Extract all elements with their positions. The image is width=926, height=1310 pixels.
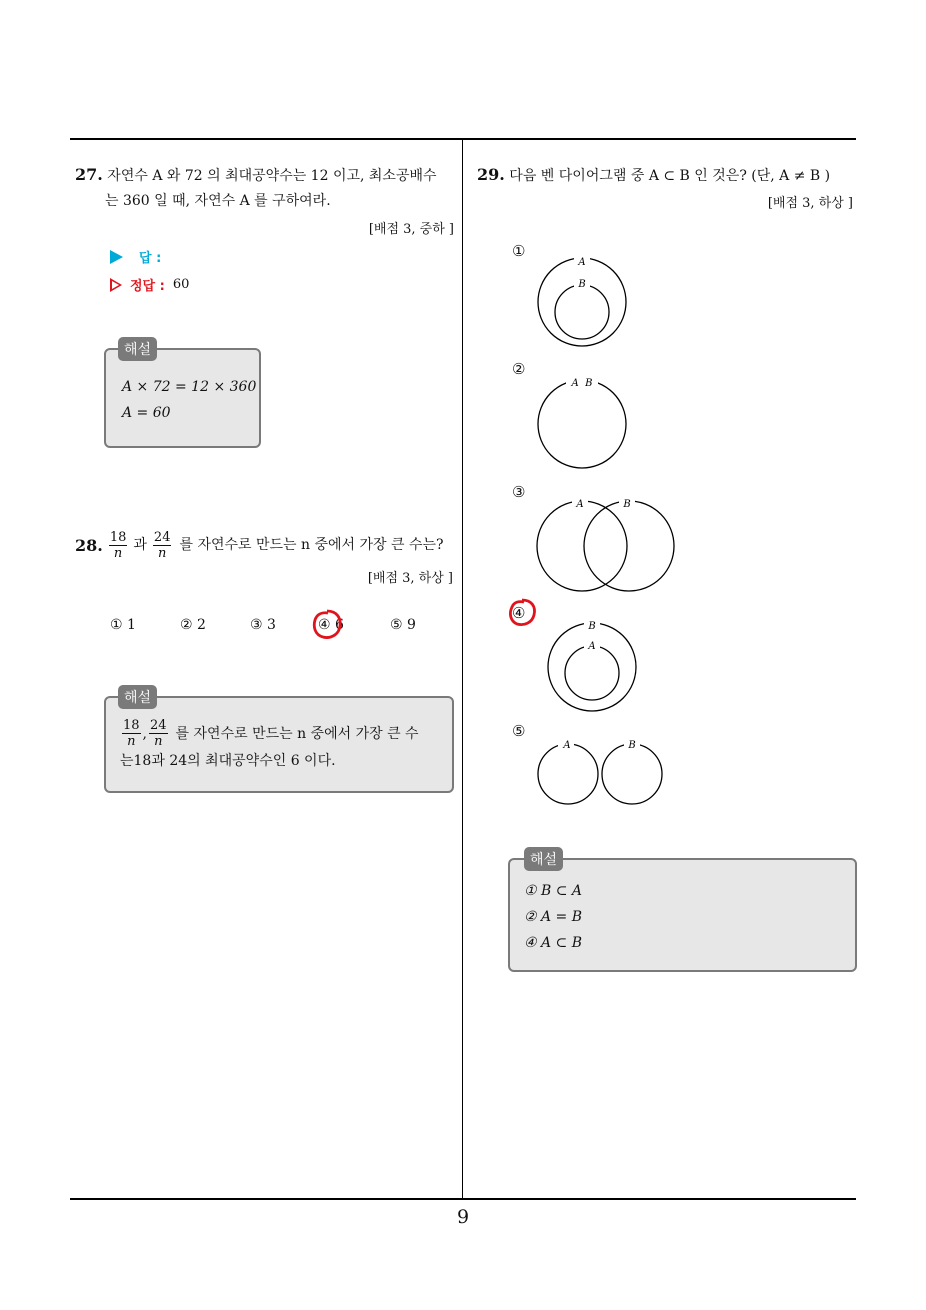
footer-rule — [70, 1198, 856, 1200]
question-meta: [배점 3, 하상 ] — [367, 571, 453, 586]
option-4-label[interactable]: ④ — [512, 604, 526, 622]
set-label: A — [563, 740, 571, 751]
explanation-line: A = 60 — [122, 405, 171, 421]
explanation-line: A × 72 = 12 × 360 — [122, 379, 257, 395]
explanation-box: $\frac{18}{n}$ , $\frac{24}{n}$ 를 자연수로 만드는 n 중에서 가장 큰 수 는18과 24의 최대공약수인 6 이다. — [104, 696, 454, 793]
selected-mark-icon — [310, 608, 344, 642]
explanation-line: ④ A ⊂ B — [524, 935, 583, 951]
fraction: $\frac{18}{n}$ — [123, 718, 140, 749]
conjunction: 과 — [133, 537, 147, 553]
explanation-box — [104, 348, 261, 448]
question-28 — [75, 530, 460, 561]
page-number: 9 — [456, 1206, 470, 1228]
set-label: A — [588, 641, 596, 652]
answer-line[interactable] — [110, 247, 161, 266]
choice-3[interactable]: ③ 3 — [250, 617, 276, 633]
question-text: 다음 벤 다이어그램 중 A ⊂ B 인 것은? (단, A ≠ B ) — [509, 168, 831, 184]
correct-answer-line — [110, 275, 189, 294]
column-divider — [462, 140, 463, 1198]
question-text-line1: 자연수 A 와 72 의 최대공약수는 12 이고, 최소공배수 — [107, 168, 437, 184]
option-3-label[interactable]: ③ — [512, 483, 526, 501]
question-text: 를 자연수로 만드는 n 중에서 가장 큰 수는? — [179, 537, 444, 553]
question-meta: [배점 3, 중하 ] — [368, 222, 454, 237]
selected-mark-icon — [505, 596, 539, 630]
explanation-tab: 해설 — [118, 685, 157, 709]
choice-4[interactable]: ④ 6 — [318, 617, 344, 633]
explanation-box — [508, 858, 857, 972]
set-label: B — [588, 621, 596, 632]
question-29 — [477, 162, 862, 189]
option-1-label[interactable]: ① — [512, 242, 526, 260]
explanation-tab: 해설 — [524, 847, 563, 871]
explanation-line: ② A = B — [524, 909, 583, 925]
venn-diagram-option-4 — [540, 615, 644, 715]
play-arrow-icon — [110, 250, 123, 264]
question-number: 27. — [75, 165, 103, 184]
fraction: $\frac{24}{n}$ — [153, 530, 171, 561]
explanation-line: 는18과 24의 최대공약수인 6 이다. — [120, 753, 336, 769]
correct-value: 60 — [172, 277, 190, 292]
venn-diagram-option-1 — [530, 252, 634, 348]
answer-label: 답 : — [139, 251, 162, 266]
explanation-line: 를 자연수로 만드는 n 중에서 가장 큰 수 — [175, 725, 419, 742]
question-text-line2: 는 360 일 때, 자연수 A 를 구하여라. — [105, 193, 331, 209]
set-label: A — [578, 257, 586, 268]
explanation-line: ① B ⊂ A — [524, 883, 583, 899]
set-label: A — [576, 499, 584, 510]
question-meta: [배점 3, 하상 ] — [767, 196, 853, 211]
set-label: B — [578, 279, 586, 290]
choice-2[interactable]: ② 2 — [180, 617, 206, 633]
explanation-tab: 해설 — [118, 337, 157, 361]
question-number: 29. — [477, 165, 505, 184]
set-label: A B — [571, 378, 593, 389]
option-5-label[interactable]: ⑤ — [512, 722, 526, 740]
outline-arrow-icon — [110, 278, 122, 292]
venn-diagram-option-3 — [530, 492, 680, 596]
set-label: B — [623, 499, 631, 510]
choice-5[interactable]: ⑤ 9 — [390, 617, 416, 633]
question-27 — [75, 162, 455, 214]
choice-1[interactable]: ① 1 — [110, 617, 136, 633]
fraction: $\frac{24}{n}$ — [150, 718, 167, 749]
fraction: $\frac{18}{n}$ — [109, 530, 127, 561]
venn-diagram-option-5 — [530, 734, 670, 808]
question-number: 28. — [75, 536, 103, 555]
venn-diagram-option-2 — [530, 372, 634, 472]
option-2-label[interactable]: ② — [512, 360, 526, 378]
set-label: B — [628, 740, 636, 751]
correct-label: 정답 : — [130, 279, 165, 294]
header-rule — [70, 138, 856, 140]
